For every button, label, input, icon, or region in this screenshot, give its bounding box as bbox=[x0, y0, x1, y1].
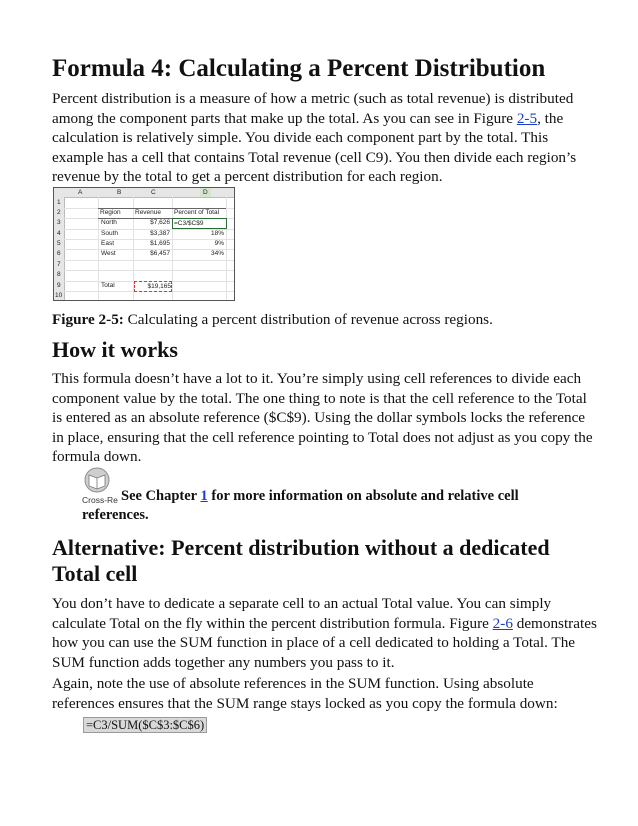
figure-2-5-link[interactable]: 2-5 bbox=[516, 109, 538, 127]
how-it-works-paragraph: This formula doesn’t have a lot to it. You’re simply using cell references to divide each component value by the total. The one thing to note is that the cell reference to the Total is entered as an absolute reference ($C$9). Using the dollar symbols locks the reference in place, ensuring that the cell reference pointing to Total does not adjust as you copy the formula down. bbox=[52, 370, 593, 465]
cell-revenue: $3,387 bbox=[150, 230, 170, 237]
cell-region: East bbox=[101, 240, 115, 247]
section-heading: Formula 4: Calculating a Percent Distribution bbox=[52, 55, 546, 82]
row-header: 8 bbox=[57, 271, 61, 278]
cell-revenue: $7,626 bbox=[150, 219, 170, 226]
chapter-1-link[interactable]: 1 bbox=[200, 488, 208, 504]
alternative-text-2: demonstrates how you can use the SUM function in place of a cell dedicated to holding a Total. The SUM function adds together any numbers you pass to it. bbox=[52, 614, 597, 671]
caption-text: Calculating a percent distribution of revenue across regions. bbox=[123, 311, 493, 328]
intro-paragraph bbox=[52, 89, 597, 187]
figure-caption bbox=[52, 310, 597, 330]
cell-revenue: $6,457 bbox=[150, 250, 170, 257]
intro-text-1: Percent distribution is a measure of how a metric (such as total revenue) is distributed among the component parts that make up the total. As you can see in Figure bbox=[52, 90, 574, 127]
row-header: 6 bbox=[57, 250, 61, 257]
intro-text-2: , the calculation is relatively simple. You divide each component part by the total. This example has a cell that contains Total revenue (cell C9). You then divide each region’s revenue by the total to get a percent distribution for each region. bbox=[52, 109, 577, 185]
cell-formula-active[interactable]: =C3/$C$9 bbox=[172, 218, 227, 229]
row-header: 5 bbox=[57, 240, 61, 247]
formula-code-block: =C3/SUM($C$3:$C$6) bbox=[83, 717, 207, 733]
row-header: 3 bbox=[57, 219, 61, 226]
cell-total-value: $19,165 bbox=[134, 281, 172, 292]
alternative-heading: Alternative: Percent distribution without a dedicated Total cell bbox=[52, 535, 550, 586]
cross-ref-text-2: for more information on absolute and relative cell references. bbox=[82, 488, 519, 523]
cell-percent: 18% bbox=[210, 230, 224, 237]
header-percent: Percent of Total bbox=[174, 209, 220, 216]
cell-percent: 9% bbox=[214, 240, 224, 247]
absolute-reference-paragraph: Again, note the use of absolute references in the SUM function. Using absolute references ensures that the SUM range stays locked as you copy the formula down: bbox=[52, 675, 558, 712]
cell-percent: 34% bbox=[210, 250, 224, 257]
spreadsheet-figure bbox=[53, 187, 235, 301]
alternative-text-1: You don’t have to dedicate a separate cell to an actual Total value. You can simply calculate Total on the fly within the percent distribution formula. Figure bbox=[52, 595, 552, 632]
cross-ref-text-1: See Chapter bbox=[121, 488, 201, 504]
row-header: 1 bbox=[57, 199, 61, 206]
cell-region: North bbox=[101, 219, 117, 226]
cross-ref-icon-label: Cross-Ref bbox=[82, 495, 118, 505]
header-region: Region bbox=[100, 209, 121, 216]
caption-label: Figure 2-5: bbox=[52, 311, 124, 328]
figure-2-6-link[interactable]: 2-6 bbox=[492, 614, 513, 632]
alternative-paragraph bbox=[52, 594, 597, 672]
cell-revenue: $1,695 bbox=[150, 240, 170, 247]
how-it-works-heading: How it works bbox=[52, 337, 178, 362]
col-header-b: B bbox=[117, 189, 122, 196]
row-header: 7 bbox=[57, 261, 61, 268]
row-header: 10 bbox=[55, 292, 63, 299]
row-header: 4 bbox=[57, 230, 61, 237]
col-header-d: D bbox=[200, 188, 211, 197]
cell-region: South bbox=[101, 230, 118, 237]
header-revenue: Revenue bbox=[135, 209, 162, 216]
row-header: 2 bbox=[57, 209, 61, 216]
row-header: 9 bbox=[57, 282, 61, 289]
cross-ref-text bbox=[82, 487, 552, 525]
cell-total-label: Total bbox=[101, 282, 115, 289]
col-header-c: C bbox=[151, 189, 156, 196]
col-header-a: A bbox=[78, 189, 83, 196]
cell-region: West bbox=[101, 250, 116, 257]
